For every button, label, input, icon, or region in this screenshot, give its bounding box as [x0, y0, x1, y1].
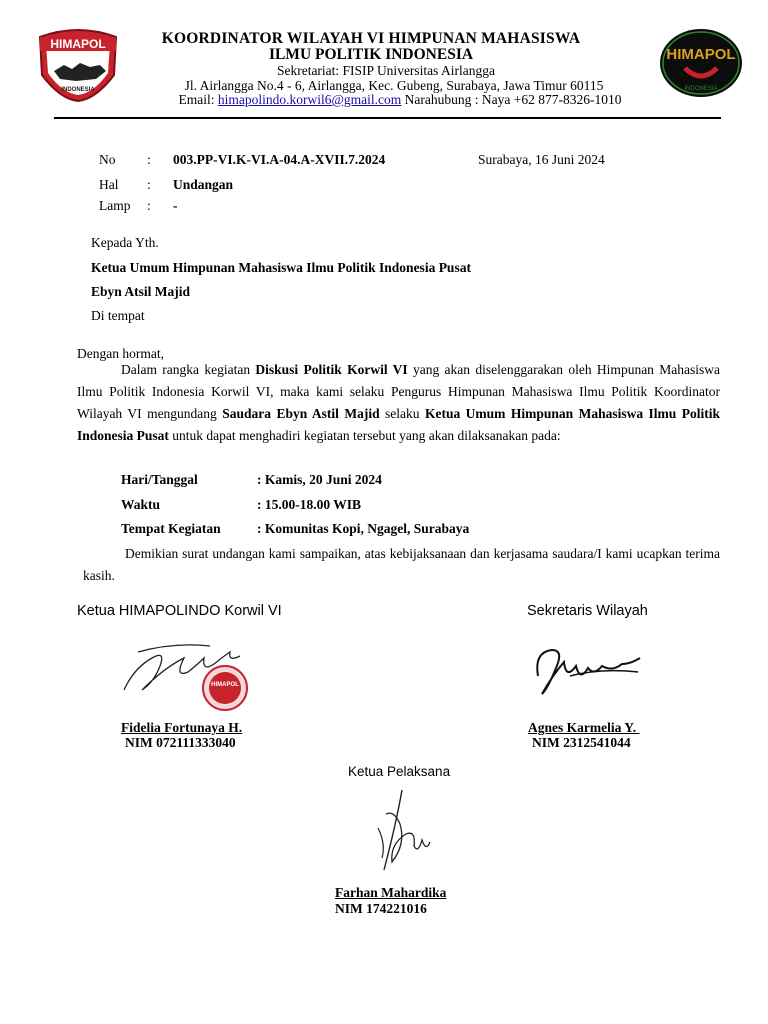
right-signer-nim: NIM 2312541044	[532, 735, 631, 750]
no-label: No	[99, 152, 116, 167]
right-signer-name: Agnes Karmelia Y.	[528, 720, 640, 735]
no-colon: :	[147, 152, 151, 167]
recipient-title: Ketua Umum Himpunan Mahasiswa Ilmu Politik Indonesia Pusat	[91, 260, 471, 275]
detail-place-value: : Komunitas Kopi, Ngagel, Surabaya	[257, 521, 470, 536]
center-signer-name: Farhan Mahardika	[335, 885, 447, 900]
hal-colon: :	[147, 177, 151, 192]
secretariat-line: Sekretariat: FISIP Universitas Airlangga	[276, 63, 496, 78]
invitee-title: Ketua Umum Himpunan Mahasiswa Ilmu Politik Indonesia Pusat	[77, 406, 720, 443]
address-line: Jl. Airlangga No.4 - 6, Airlangga, Kec. Gubeng, Surabaya, Jawa Timur 60115	[184, 78, 604, 93]
left-signer-title: Ketua HIMAPOLINDO Korwil VI	[77, 603, 282, 619]
detail-date-value: : Kamis, 20 Juni 2024	[257, 472, 382, 487]
detail-place-label: Tempat Kegiatan	[121, 521, 221, 536]
letter-date: Surabaya, 16 Juni 2024	[478, 152, 605, 167]
recipient-greeting: Kepada Yth.	[91, 235, 159, 250]
event-name: Diskusi Politik Korwil VI	[255, 362, 408, 377]
detail-date-label: Hari/Tanggal	[121, 472, 198, 487]
left-signer-name: Fidelia Fortunaya H.	[121, 720, 243, 735]
letter-number: 003.PP-VI.K-VI.A-04.A-XVII.7.2024	[173, 152, 386, 167]
lamp-value: -	[173, 198, 178, 213]
svg-text:HIMAPOL: HIMAPOL	[50, 37, 106, 51]
invitee-name: Saudara Ebyn Astil Majid	[222, 406, 380, 421]
right-signature	[530, 636, 645, 706]
email-link[interactable]: himapolindo.korwil6@gmail.com	[217, 92, 402, 107]
left-signer-nim: NIM 072111333040	[125, 735, 236, 750]
center-signature	[356, 784, 440, 880]
lamp-label: Lamp	[99, 198, 131, 213]
left-signature	[114, 628, 264, 712]
detail-time-label: Waktu	[121, 497, 161, 512]
lamp-colon: :	[147, 198, 151, 213]
svg-text:HIMAPOL: HIMAPOL	[211, 682, 239, 688]
invitation-paragraph: Dalam rangka kegiatan Diskusi Politik Korwil VI yang akan diselenggarakan oleh Himpunan Mahasiswa Ilmu Politik Indonesia Korwil VI, maka kami selaku Pengurus Himpunan Mahasiswa Ilmu Politik Koordinator Wilayah VI mengundang Saudara Ebyn Astil Majid selaku Ketua Umum Himpunan Mahasiswa Ilmu Politik Indonesia Pusat untuk dapat menghadiri kegiatan tersebut yang akan dilaksanakan pada:	[77, 362, 720, 443]
svg-text:INDONESIA: INDONESIA	[684, 86, 718, 92]
contact-line	[0, 92, 768, 108]
hal-value: Undangan	[173, 177, 234, 192]
svg-text:INDONESIA: INDONESIA	[61, 87, 95, 93]
hal-label: Hal	[99, 177, 119, 192]
right-signer-title: Sekretaris Wilayah	[527, 603, 648, 619]
recipient-name: Ebyn Atsil Majid	[91, 284, 191, 299]
header-divider	[54, 117, 721, 119]
contact-phone: Narahubung : Naya +62 877-8326-1010	[404, 92, 622, 107]
detail-time-value: : 15.00-18.00 WIB	[257, 497, 362, 512]
center-signer-nim: NIM 174221016	[335, 901, 427, 916]
org-name-line1: KOORDINATOR WILAYAH VI HIMPUNAN MAHASISWA	[161, 30, 581, 47]
salutation: Dengan hormat,	[77, 346, 164, 361]
email-label: Email:	[178, 92, 215, 107]
org-name-line2: ILMU POLITIK INDONESIA	[268, 46, 474, 63]
recipient-place: Di tempat	[91, 308, 145, 323]
closing-paragraph: Demikian surat undangan kami sampaikan, atas kebijaksanaan dan kerjasama saudara/I kami ucapkan terima kasih.	[83, 546, 720, 583]
center-signer-title: Ketua Pelaksana	[348, 764, 451, 779]
svg-text:HIMAPOL: HIMAPOL	[666, 46, 736, 63]
